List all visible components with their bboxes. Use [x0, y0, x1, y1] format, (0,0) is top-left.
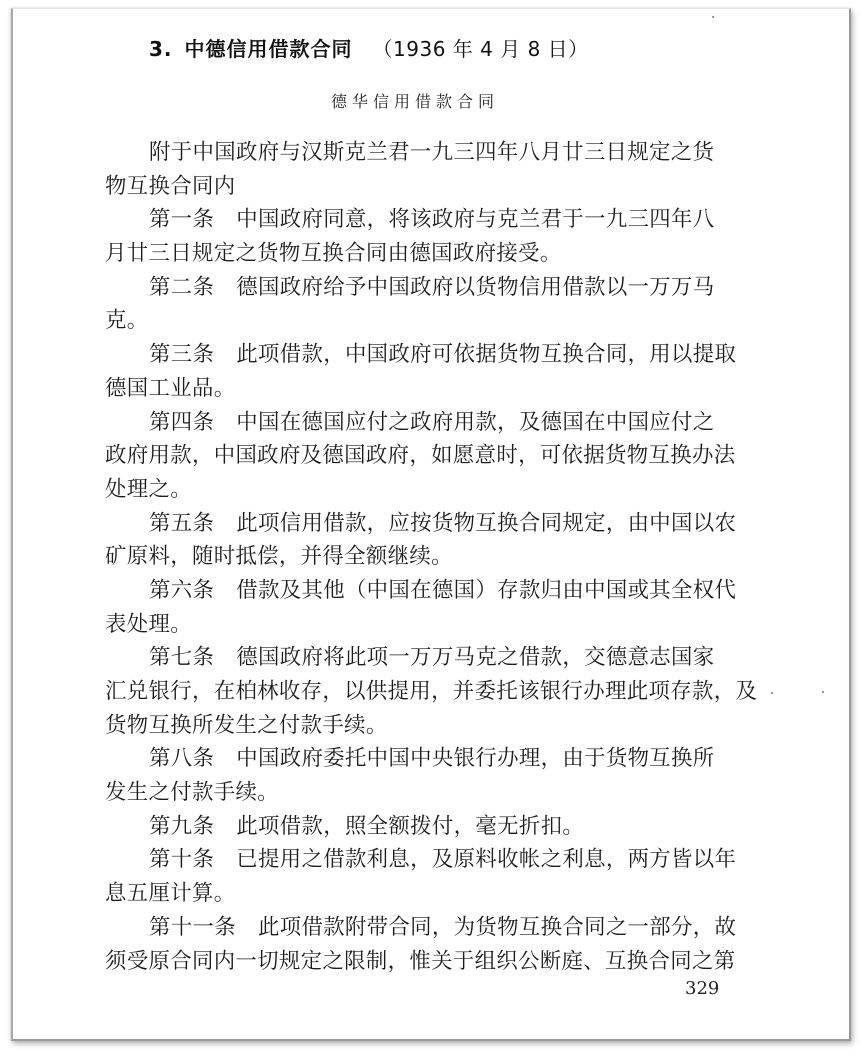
- contract-body: [105, 136, 758, 978]
- text-line: [105, 945, 755, 979]
- section-number: 3.: [149, 37, 173, 61]
- line-text: 此项借款附带合同，为货物互换合同之一部分，故: [257, 914, 737, 940]
- scan-speck: [822, 691, 824, 693]
- article-label: 第三条: [149, 342, 215, 368]
- section-title-text: 中德信用借款合同: [184, 37, 353, 61]
- line-text: 政府用款，中国政府及德国政府，如愿意时，可依据货物互换办法: [105, 443, 736, 469]
- line-text: 德国政府将此项一万万马克之借款，交德意志国家: [236, 645, 715, 671]
- text-line: [105, 170, 755, 204]
- article-line: [105, 641, 755, 675]
- text-line: [105, 776, 755, 810]
- article-line: [105, 507, 755, 541]
- contract-subtitle: 德华信用借款合同: [331, 92, 500, 111]
- article-line: [105, 406, 755, 440]
- line-text: 物互换合同内: [105, 173, 236, 199]
- text-line: [105, 304, 755, 338]
- article-line: [105, 911, 755, 945]
- text-line: [105, 877, 755, 911]
- article-label: 第五条: [149, 510, 215, 536]
- article-line: [105, 742, 755, 776]
- article-line: [105, 203, 755, 237]
- line-text: 月廿三日规定之货物互换合同由德国政府接受。: [105, 241, 562, 267]
- article-label: 第十一条: [149, 914, 236, 940]
- line-text: 须受原合同内一切规定之限制，惟关于组织公断庭、互换合同之第: [105, 948, 736, 974]
- article-line: [105, 574, 755, 608]
- article-line: [105, 810, 755, 844]
- line-text: 此项借款，中国政府可依据货物互换合同，用以提取: [236, 342, 737, 368]
- line-text: 处理之。: [105, 476, 192, 502]
- article-label: 第九条: [149, 813, 215, 839]
- article-line: [105, 271, 755, 305]
- line-text: 克。: [105, 308, 149, 334]
- text-line: [105, 540, 755, 574]
- text-line: [105, 473, 755, 507]
- line-text: 中国政府委托中国中央银行办理，由于货物互换所: [236, 746, 715, 772]
- line-text: 此项借款，照全额拨付，毫无折扣。: [236, 813, 585, 839]
- line-text: 表处理。: [105, 611, 192, 637]
- line-text: 已提用之借款利息，及原料收帐之利息，两方皆以年: [236, 847, 737, 873]
- article-label: 第七条: [149, 645, 215, 671]
- article-label: 第六条: [149, 577, 215, 603]
- text-line: [105, 608, 755, 642]
- article-line: [105, 338, 755, 372]
- text-line: [105, 709, 755, 743]
- section-title: [149, 33, 589, 62]
- line-text: 货物互换所发生之付款手续。: [105, 712, 388, 738]
- line-text: 此项信用借款，应按货物互换合同规定，由中国以农: [236, 510, 737, 536]
- section-date: （1936 年 4 月 8 日）: [372, 37, 589, 61]
- text-line: [105, 372, 755, 406]
- page-number: 329: [685, 978, 720, 999]
- line-text: 息五厘计算。: [105, 881, 236, 907]
- scan-speck: [712, 16, 714, 18]
- line-text: 中国政府同意，将该政府与克兰君于一九三四年八: [236, 207, 715, 233]
- line-text: 中国在德国应付之政府用款，及德国在中国应付之: [236, 409, 715, 435]
- article-label: 第一条: [149, 207, 215, 233]
- line-text: 附于中国政府与汉斯克兰君一九三四年八月廿三日规定之货: [149, 140, 715, 165]
- text-line: [105, 675, 758, 709]
- text-line: [105, 439, 755, 473]
- line-text: 德国政府给予中国政府以货物信用借款以一万万马: [236, 274, 715, 300]
- line-text: 借款及其他（中国在德国）存款归由中国或其全权代: [236, 577, 737, 603]
- article-line: [105, 843, 755, 877]
- line-text: 发生之付款手续。: [105, 780, 279, 806]
- text-line: [105, 237, 755, 271]
- article-label: 第二条: [149, 274, 215, 300]
- line-text: 矿原料，随时抵偿，并得全额继续。: [105, 544, 453, 570]
- document-page: [11, 8, 851, 1041]
- article-label: 第八条: [149, 746, 215, 772]
- line-text: 汇兑银行，在柏林收存，以供提用，并委托该银行办理此项存款，及: [105, 679, 758, 704]
- line-text: 德国工业品。: [105, 375, 236, 401]
- scan-speck: [771, 692, 773, 694]
- text-line: [105, 136, 755, 170]
- article-label: 第十条: [149, 847, 215, 873]
- article-label: 第四条: [149, 409, 215, 435]
